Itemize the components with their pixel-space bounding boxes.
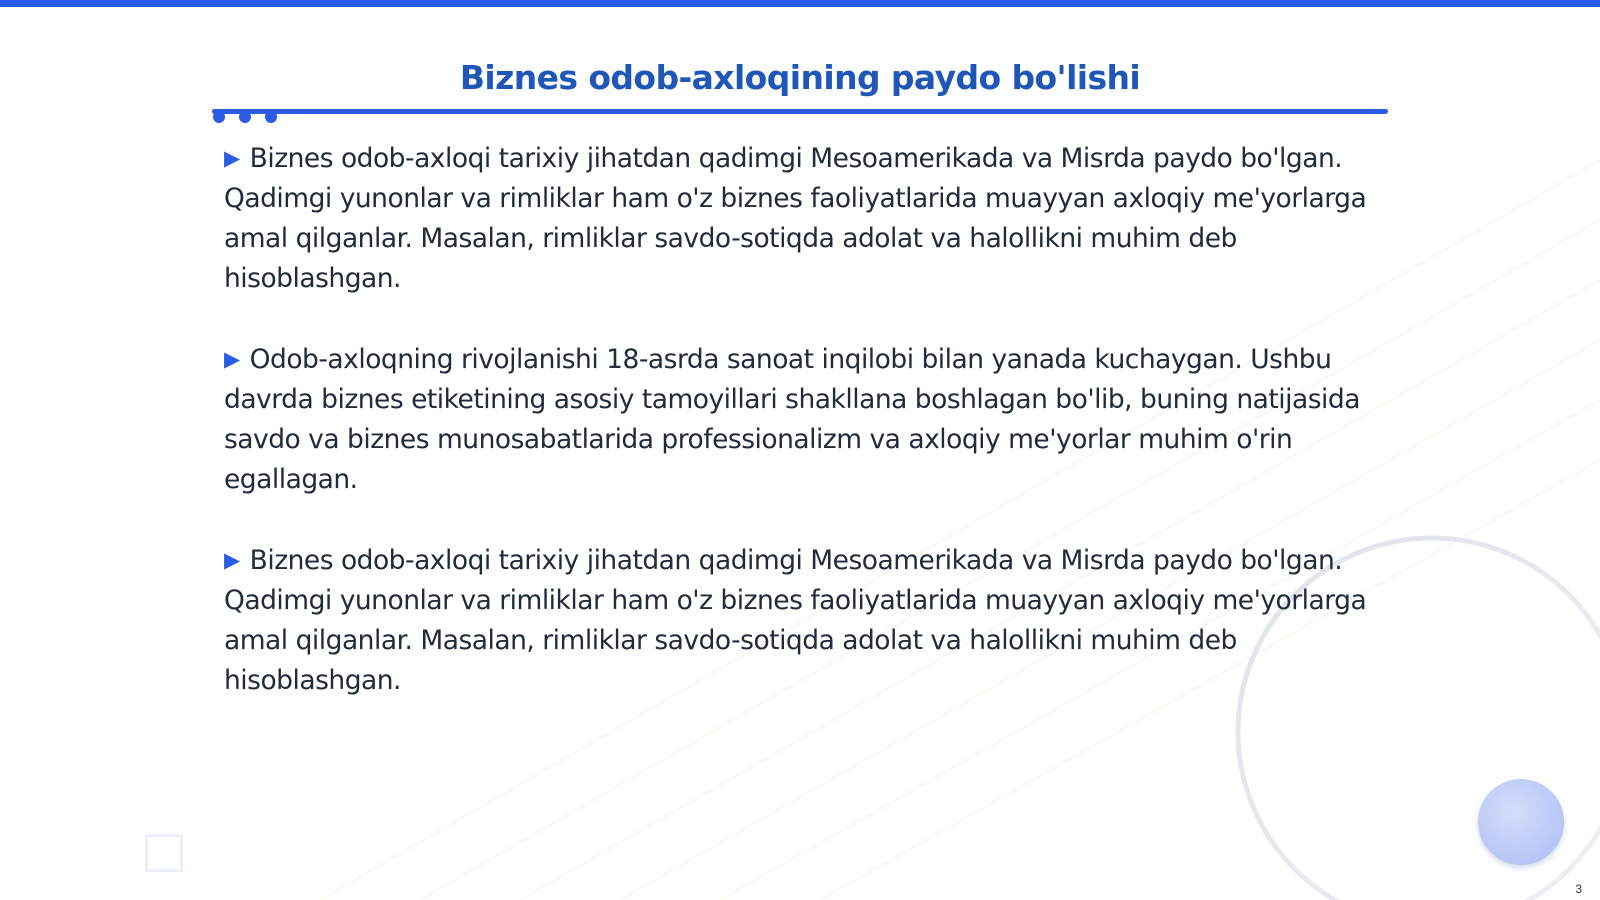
bullet-paragraph bbox=[224, 339, 1384, 500]
slide-number: 3 bbox=[1575, 882, 1582, 896]
bullet-paragraph bbox=[224, 540, 1384, 701]
underline-dots bbox=[212, 110, 282, 124]
title-underline bbox=[212, 109, 1388, 114]
bullet-text: Biznes odob-axloqi tarixiy jihatdan qadimgi Mesoamerikada va Misrda paydo bo'lgan. Qadimgi yunonlar va rimliklar ham o'z biznes faoliyatlarida muayyan axloqiy me'yorlarga amal qilganlar. Masalan, rimliklar savdo-sotiqda adolat va halollikni muhim deb hisoblashgan. bbox=[224, 143, 1367, 294]
decor-square bbox=[145, 834, 183, 872]
slide-title: Biznes odob-axloqining paydo bo'lishi bbox=[459, 58, 1141, 97]
decor-ball bbox=[1478, 779, 1564, 865]
triangle-bullet-icon: ▶ bbox=[224, 146, 240, 170]
bullet-text: Biznes odob-axloqi tarixiy jihatdan qadimgi Mesoamerikada va Misrda paydo bo'lgan. Qadimgi yunonlar va rimliklar ham o'z biznes faoliyatlarida muayyan axloqiy me'yorlarga amal qilganlar. Masalan, rimliklar savdo-sotiqda adolat va halollikni muhim deb hisoblashgan. bbox=[224, 545, 1367, 696]
triangle-bullet-icon: ▶ bbox=[224, 548, 240, 572]
bullet-paragraph bbox=[224, 138, 1384, 299]
triangle-bullet-icon: ▶ bbox=[224, 347, 240, 371]
bullet-text: Odob-axloqning rivojlanishi 18-asrda sanoat inqilobi bilan yanada kuchaygan. Ushbu davrda biznes etiketining asosiy tamoyillari shakllana boshlagan bo'lib, buning natijasida savdo va biznes munosabatlarida professionalizm va axloqiy me'yorlar muhim o'rin egallagan. bbox=[224, 344, 1360, 495]
bullet-list bbox=[224, 138, 1384, 741]
